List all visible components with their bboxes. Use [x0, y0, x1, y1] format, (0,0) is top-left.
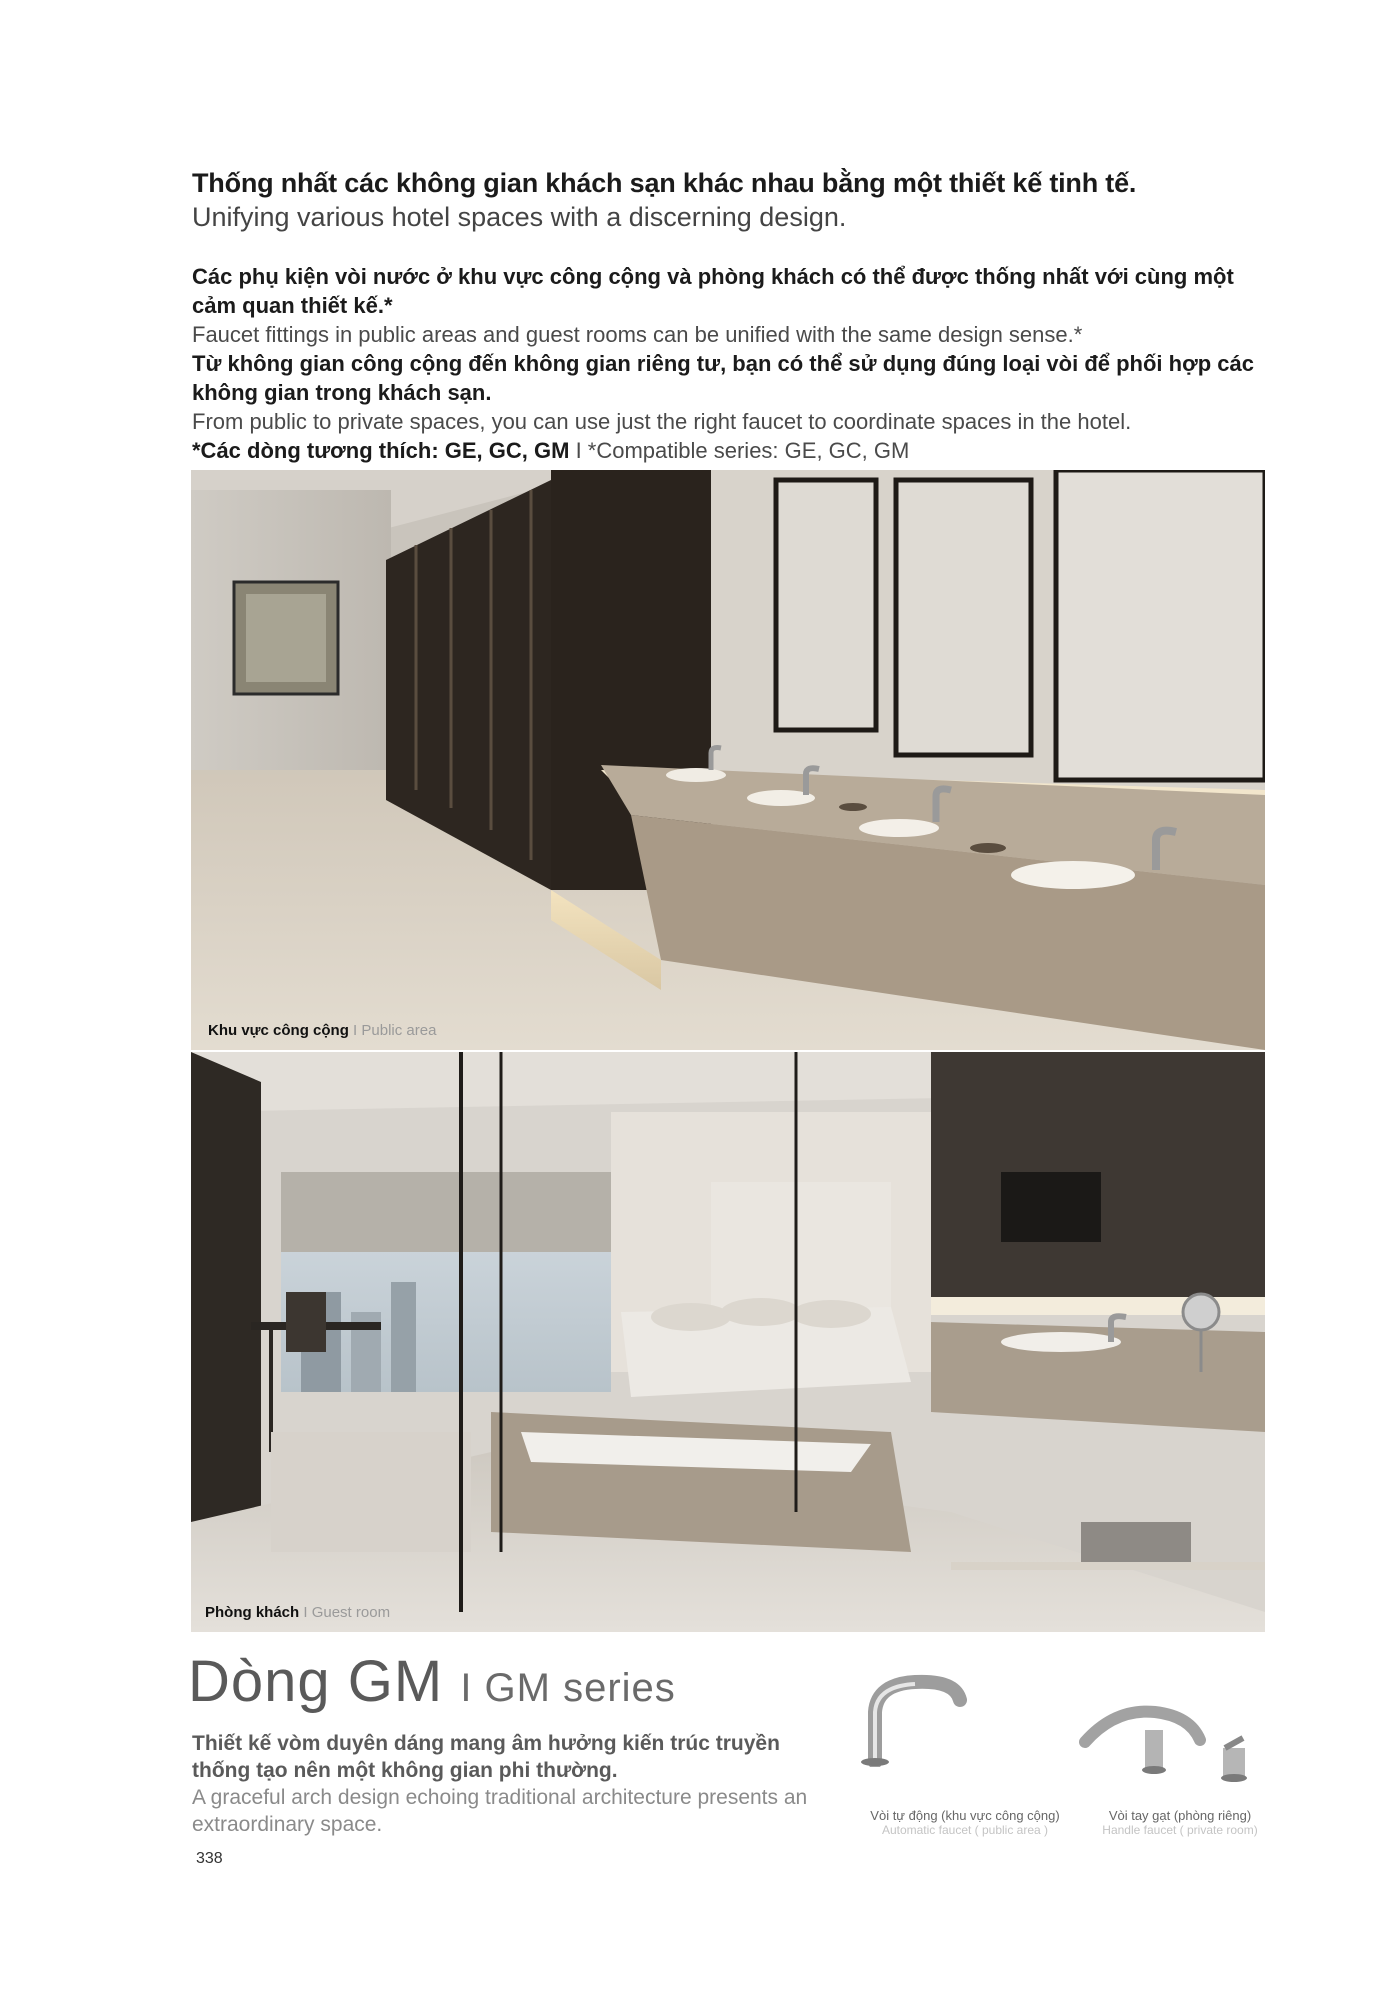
- handle-faucet-icon: [1075, 1690, 1270, 1790]
- guest-room-caption-en: Guest room: [311, 1604, 391, 1621]
- automatic-faucet-label-en: Automatic faucet ( public area ): [881, 1823, 1049, 1837]
- public-area-caption-vi: Khu vực công cộng: [208, 1022, 349, 1039]
- public-area-caption-en: Public area: [361, 1022, 437, 1039]
- paragraph-1-vi: Các phụ kiện vòi nước ở khu vực công cộng và phòng khách có thể được thống nhất với cùng một cảm quan thiết kế.*: [192, 264, 1234, 318]
- guest-room-caption: [205, 1604, 390, 1621]
- automatic-faucet-label-vi: Vòi tự động (khu vực công cộng): [870, 1808, 1060, 1823]
- automatic-faucet-image: [845, 1672, 985, 1767]
- series-description-en: A graceful arch design echoing traditional architecture presents an extraordinary space.: [192, 1786, 808, 1836]
- compatible-series-vi: *Các dòng tương thích: GE, GC, GM: [192, 438, 570, 463]
- page-number: 338: [196, 1850, 223, 1867]
- public-area-illustration: [191, 470, 1265, 1050]
- compatible-series-separator: I: [569, 438, 588, 463]
- handle-faucet-caption: [1065, 1808, 1295, 1837]
- handle-faucet-image: [1075, 1690, 1270, 1790]
- series-title-en: I GM series: [460, 1666, 676, 1710]
- automatic-faucet-caption: [850, 1808, 1080, 1837]
- guest-room-caption-separator: I: [299, 1604, 312, 1621]
- guest-room-illustration: [191, 1052, 1265, 1632]
- heading-en: Unifying various hotel spaces with a discerning design.: [192, 202, 847, 232]
- paragraph-1-en: Faucet fittings in public areas and guest rooms can be unified with the same design sense.*: [192, 322, 1083, 347]
- automatic-faucet-icon: [845, 1672, 985, 1767]
- public-area-photo: [191, 470, 1265, 1050]
- compatible-series-en: *Compatible series: GE, GC, GM: [587, 438, 910, 463]
- guest-room-caption-vi: Phòng khách: [205, 1604, 300, 1621]
- paragraph-2-en: From public to private spaces, you can use just the right faucet to coordinate spaces in the hotel.: [192, 409, 1132, 434]
- handle-faucet-label-vi: Vòi tay gạt (phòng riêng): [1108, 1808, 1252, 1823]
- series-title-vi: Dòng GM: [188, 1649, 444, 1714]
- compatible-series-line: [192, 436, 1282, 465]
- public-area-caption: [208, 1022, 436, 1039]
- paragraph-2-vi: Từ không gian công cộng đến không gian riêng tư, bạn có thể sử dụng đúng loại vòi để phối hợp các không gian trong khách sạn.: [192, 351, 1254, 405]
- public-area-caption-separator: I: [348, 1022, 362, 1039]
- series-description: [192, 1730, 832, 1838]
- heading-vi: Thống nhất các không gian khách sạn khác nhau bằng một thiết kế tinh tế.: [192, 168, 1137, 198]
- guest-room-photo: [191, 1052, 1265, 1632]
- series-description-vi: Thiết kế vòm duyên dáng mang âm hưởng kiến trúc truyền thống tạo nên một không gian phi thường.: [192, 1732, 780, 1782]
- handle-faucet-label-en: Handle faucet ( private room): [1102, 1823, 1258, 1837]
- series-title: [188, 1648, 676, 1715]
